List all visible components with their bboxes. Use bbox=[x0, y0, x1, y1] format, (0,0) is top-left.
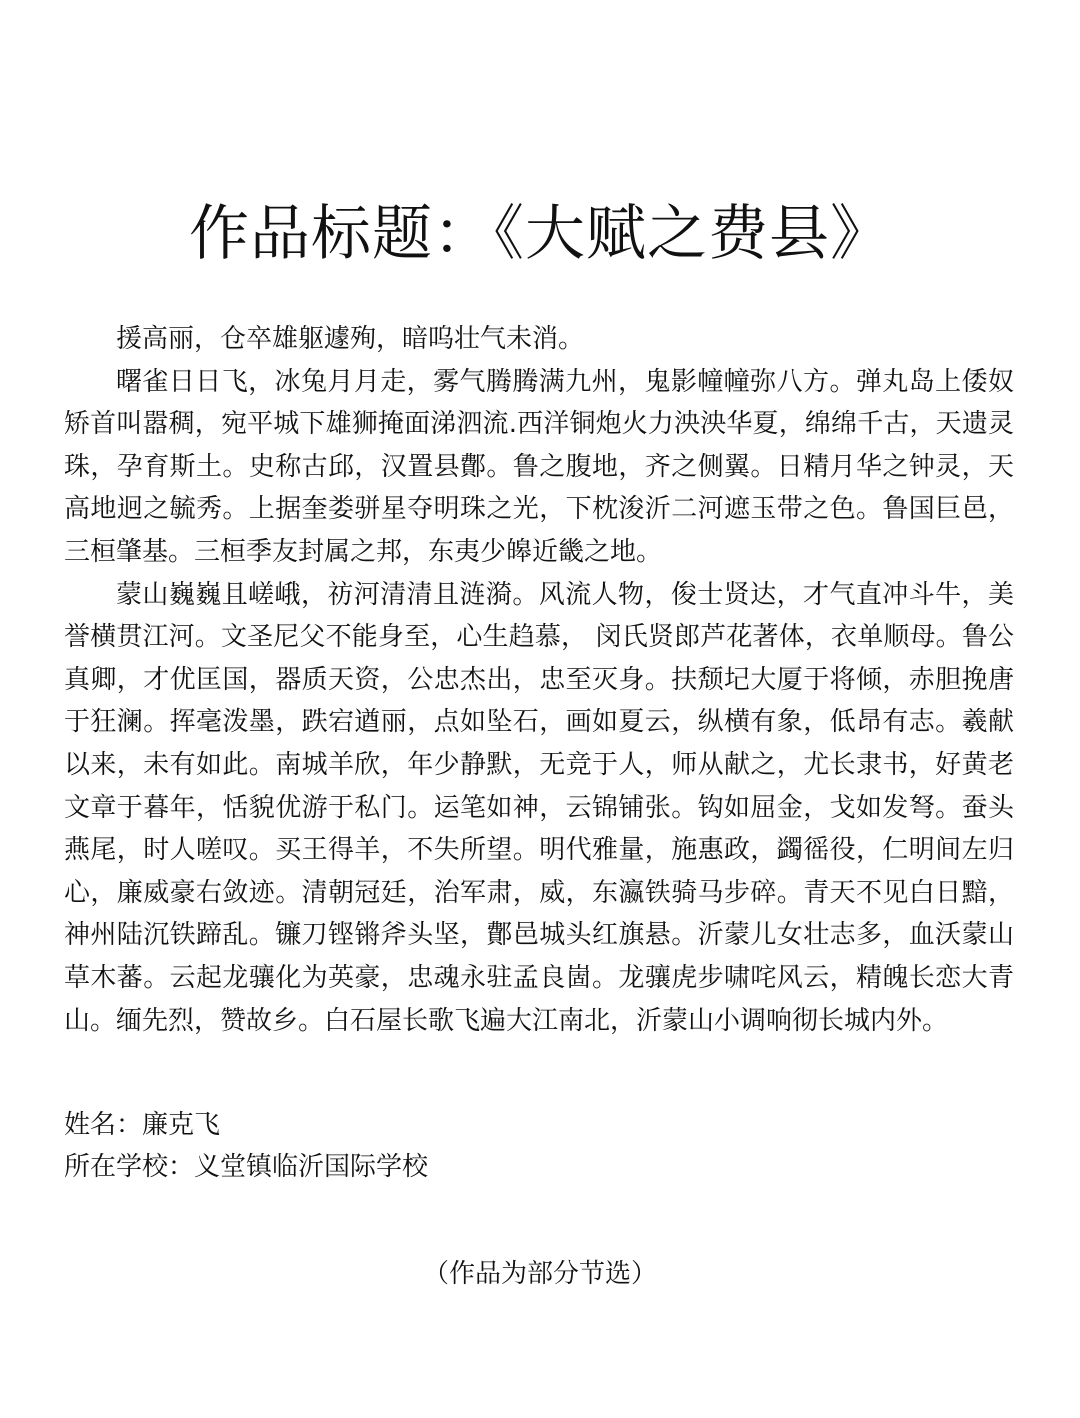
author-name: 姓名：廉克飞 bbox=[64, 1110, 221, 1140]
essay-paragraph: 蒙山巍巍且嵯峨，祊河清清且涟漪。风流人物，俊士贤达，才气直冲斗牛，美誉横贯江河。文圣尼父不能身至，心生趋慕， 闵氏贤郎芦花著体，衣单顺母。鲁公真卿，才优匡国，器质天资，公忠杰出，忠至灭身。扶颓圮大厦于将倾，赤胆挽唐于狂澜。挥毫泼墨，跌宕遒丽，点如坠石，画如夏云，纵横有象，低昂有志。羲献以来，未有如此。南城羊欣，年少静默，无竞于人，师从献之，尤长隶书，好黄老文章于暮年，恬貌优游于私门。运笔如神，云锦铺张。钩如屈金，戈如发弩。蚕头燕尾，时人嗟叹。买王得羊，不失所望。明代雅量，施惠政，蠲徭役，仁明间左归心，廉威豪右敛迹。清朝冠廷，治军肃，威，东瀛铁骑马步碎。青天不见白日黯，神州陆沉铁蹄乱。镰刀铿锵斧头坚，鄪邑城头红旗悬。沂蒙儿女壮志多，血沃蒙山草木蕃。云起龙骧化为英豪，忠魂永驻孟良崮。龙骧虎步啸咤风云，精魄长恋大青山。缅先烈，赞故乡。白石屋长歌飞遍大江南北，沂蒙山小调响彻长城内外。 bbox=[64, 579, 1014, 1036]
essay-paragraph: 曙雀日日飞，冰兔月月走，雾气腾腾满九州，鬼影幢幢弥八方。弹丸岛上倭奴矫首叫嚣稠，宛平城下雄狮掩面涕泗流.西洋铜炮火力泱泱华夏，绵绵千古，天遗灵珠，孕育斯土。史称古邱，汉置县鄪。鲁之腹地，齐之侧翼。日精月华之钟灵，天高地迥之毓秀。上据奎娄骈星夺明珠之光，下枕浚沂二河遮玉带之色。鲁国巨邑，三桓肇基。三桓季友封属之邦，东夷少皞近畿之地。 bbox=[64, 366, 1014, 567]
excerpt-note: （作品为部分节选） bbox=[422, 1259, 657, 1289]
author-info bbox=[64, 1104, 428, 1188]
essay-paragraph: 援高丽，仓卒雄躯遽殉，暗呜壮气未消。 bbox=[116, 324, 585, 354]
author-school: 所在学校：义堂镇临沂国际学校 bbox=[64, 1152, 429, 1182]
essay-body bbox=[64, 318, 1014, 1042]
document-title: 作品标题：《大赋之费县》 bbox=[189, 199, 891, 269]
